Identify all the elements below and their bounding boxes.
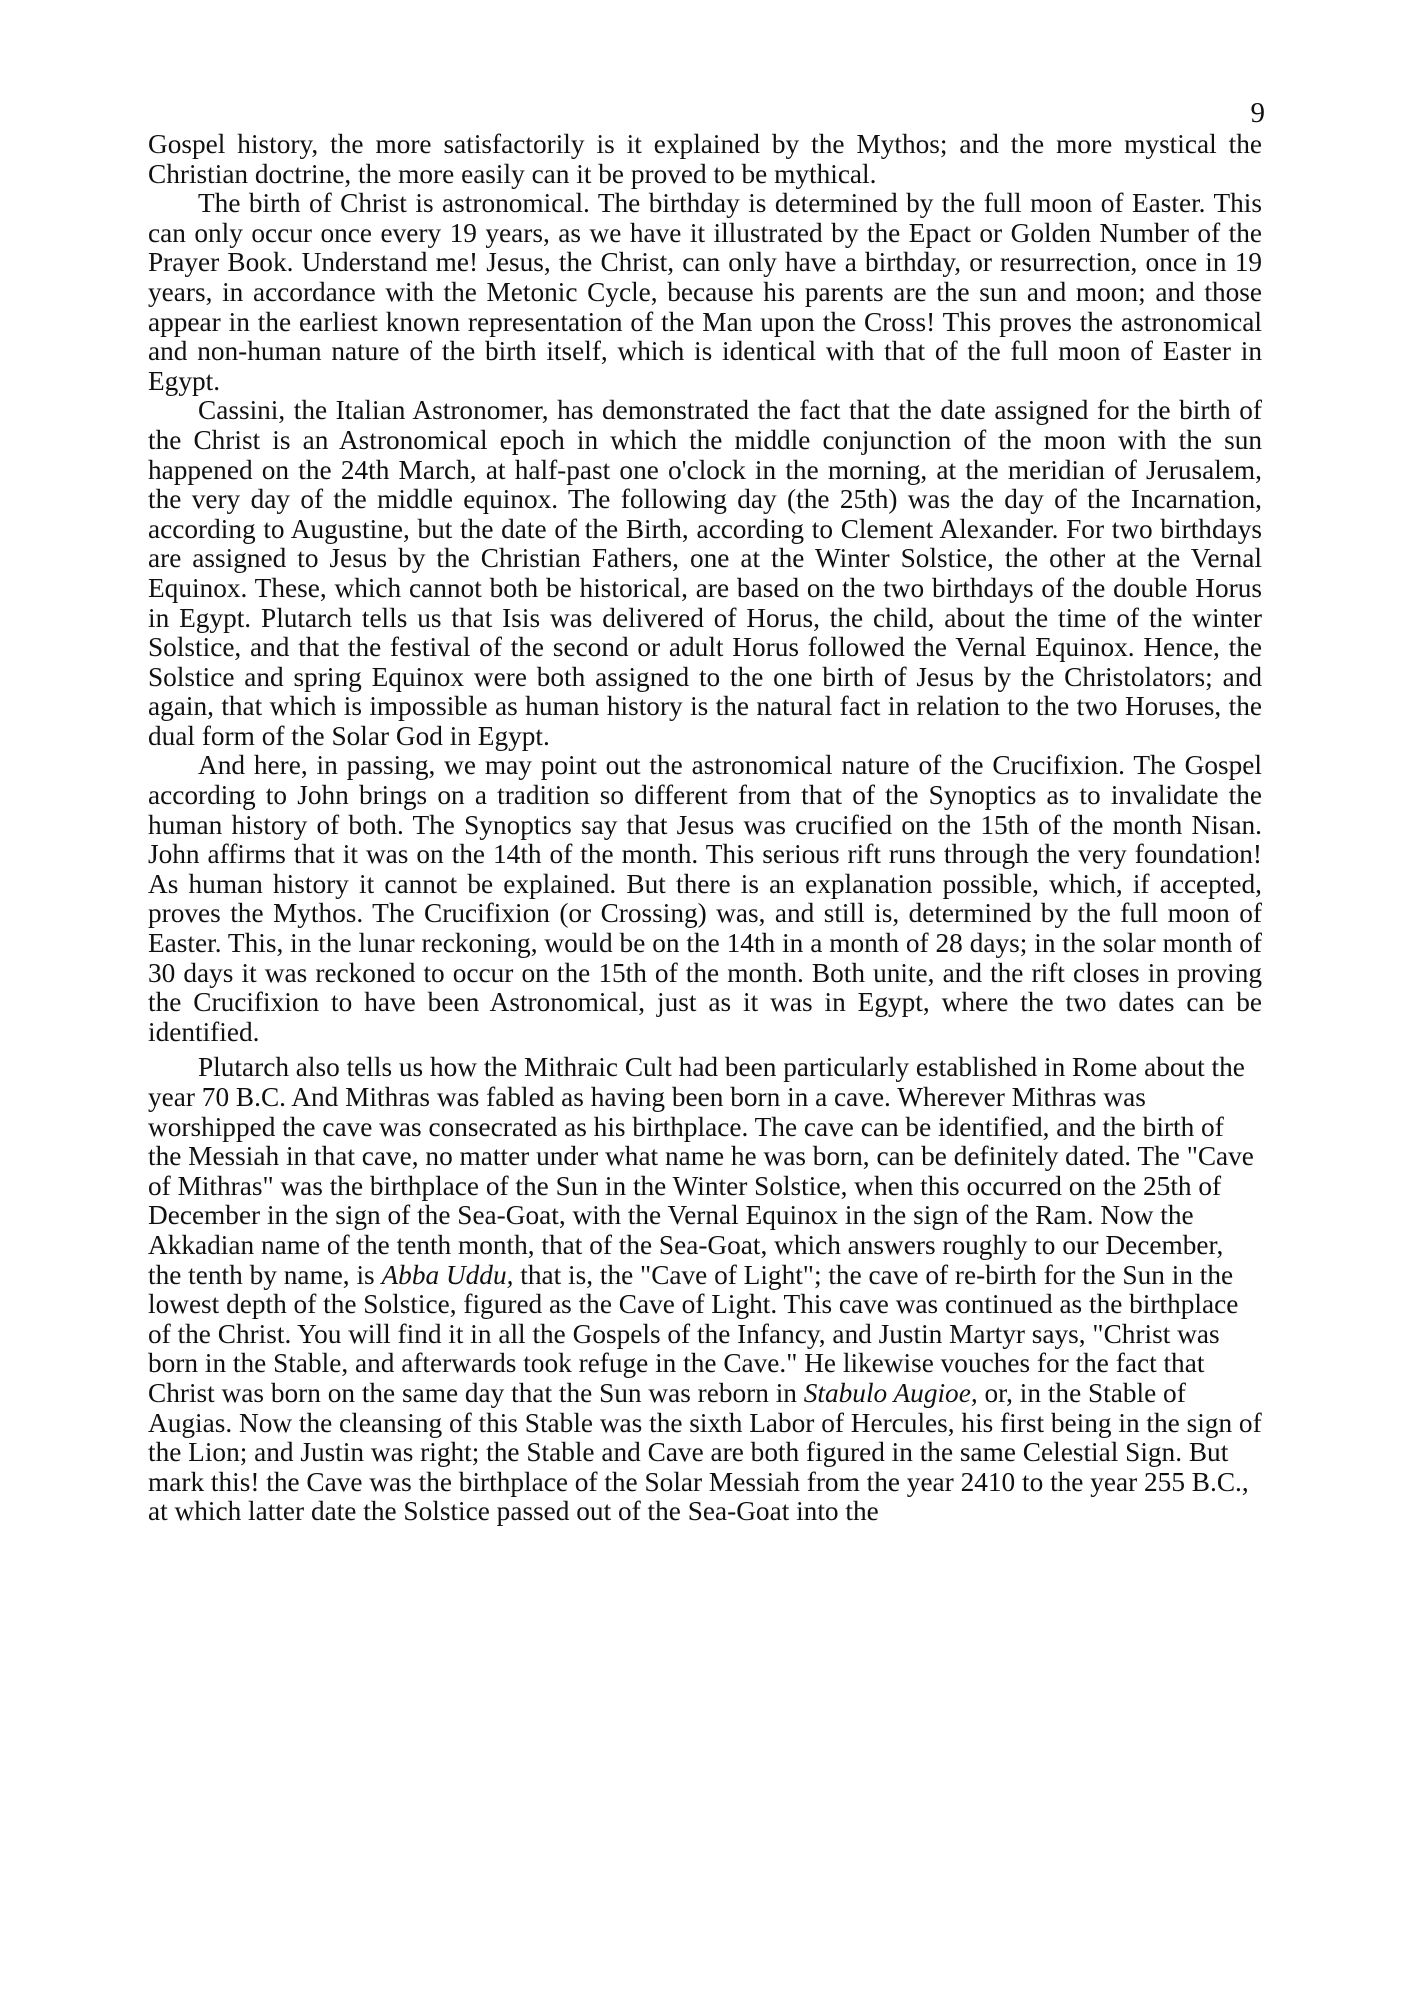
paragraph-5-italic-2: Stabulo Augioe,	[803, 1377, 978, 1408]
paragraph-5	[148, 1053, 1262, 1527]
document-body	[148, 130, 1262, 1527]
paragraph-3: Cassini, the Italian Astronomer, has demonstrated the fact that the date assigned for the birth of the Christ is an Astronomical epoch in which the middle conjunction of the moon with the sun happened on the 24th March, at half-past one o'clock in the morning, at the meridian of Jerusalem, the very day of the middle equinox. The following day (the 25th) was the day of the Incarnation, according to Augustine, but the date of the Birth, according to Clement Alexander. For two birthdays are assigned to Jesus by the Christian Fathers, one at the Winter Solstice, the other at the Vernal Equinox. These, which cannot both be historical, are based on the two birthdays of the double Horus in Egypt. Plutarch tells us that Isis was delivered of Horus, the child, about the time of the winter Solstice, and that the festival of the second or adult Horus followed the Vernal Equinox. Hence, the Solstice and spring Equinox were both assigned to the one birth of Jesus by the Christolators; and again, that which is impossible as human history is the natural fact in relation to the two Horuses, the dual form of the Solar God in Egypt.	[148, 395, 1262, 751]
paragraph-4: And here, in passing, we may point out the astronomical nature of the Crucifixion. The Gospel according to John brings on a tradition so different from that of the Synoptics as to invalidate the human history of both. The Synoptics say that Jesus was crucified on the 15th of the month Nisan. John affirms that it was on the 14th of the month. This serious rift runs through the very foundation! As human history it cannot be explained. But there is an explanation possible, which, if accepted, proves the Mythos. The Crucifixion (or Crossing) was, and still is, determined by the full moon of Easter. This, in the lunar reckoning, would be on the 14th in a month of 28 days; in the solar month of 30 days it was reckoned to occur on the 15th of the month. Both unite, and the rift closes in proving the Crucifixion to have been Astronomical, just as it was in Egypt, where the two dates can be identified.	[148, 750, 1262, 1047]
paragraph-1: Gospel history, the more satisfactorily is it explained by the Mythos; and the more mystical the Christian doctrine, the more easily can it be proved to be mythical.	[148, 129, 1262, 189]
paragraph-5-part-2: that is, the "Cave of Light"; the cave of re-birth for the Sun in the lowest depth of the Solstice, figured as the Cave of Light. This cave was continued as the birthplace of the Christ. You will find it in all the Gospels of the Infancy, and Justin Martyr says, "Christ was born in the Stable, and afterwards took refuge in the Cave." He likewise vouches for the fact that Christ was born on the same day that the Sun was reborn in	[148, 1259, 1239, 1408]
paragraph-2: The birth of Christ is astronomical. The birthday is determined by the full moon of Easter. This can only occur once every 19 years, as we have it illustrated by the Epact or Golden Number of the Prayer Book. Understand me! Jesus, the Christ, can only have a birthday, or resurrection, once in 19 years, in accordance with the Metonic Cycle, because his parents are the sun and moon; and those appear in the earliest known representation of the Man upon the Cross! This proves the astronomical and non-human nature of the birth itself, which is identical with that of the full moon of Easter in Egypt.	[148, 188, 1262, 396]
page-number: 9	[1250, 97, 1265, 129]
paragraph-5-part-1: Plutarch also tells us how the Mithraic Cult had been particularly established in Rome about the year 70 B.C. And Mithras was fabled as having been born in a cave. Wherever Mithras was worshipped the cave was consecrated as his birthplace. The cave can be identified, and the birth of the Messiah in that cave, no matter under what name he was born, can be definitely dated. The "Cave of Mithras" was the birthplace of the Sun in the Winter Solstice, when this occurred on the 25th of December in the sign of the Sea-Goat, with the Vernal Equinox in the sign of the Ram. Now the Akkadian name of the tenth month, that of the Sea-Goat, which answers roughly to our December, the tenth by name, is	[148, 1052, 1254, 1290]
paragraph-5-part-3: or, in the Stable of Augias. Now the cleansing of this Stable was the sixth Labor of Hercules, his first being in the sign of the Lion; and Justin was right; the Stable and Cave are both figured in the same Celestial Sign. But mark this! the Cave was the birthplace of the Solar Messiah from the year 2410 to the year 255 B.C., at which latter date the Solstice passed out of the Sea-Goat into the	[148, 1377, 1262, 1527]
paragraph-5-italic-1: Abba Uddu,	[381, 1259, 514, 1290]
